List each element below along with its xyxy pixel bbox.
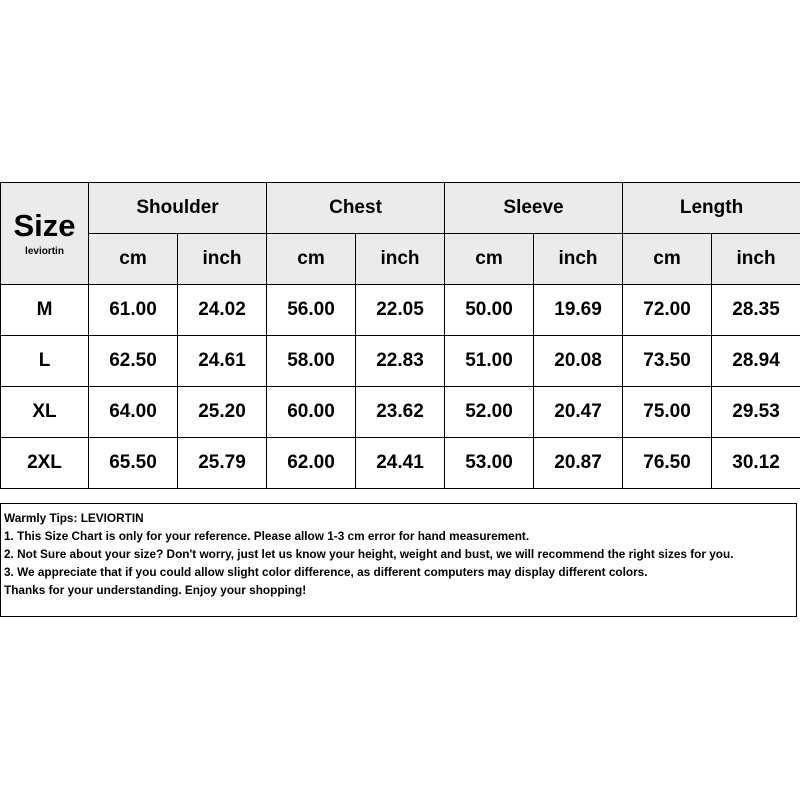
size-cell: 2XL bbox=[1, 438, 89, 489]
value-cell: 25.20 bbox=[178, 387, 267, 438]
value-cell: 62.50 bbox=[89, 336, 178, 387]
value-cell: 24.61 bbox=[178, 336, 267, 387]
brand-label: leviortin bbox=[25, 246, 64, 257]
size-cell: M bbox=[1, 285, 89, 336]
unit-header: cm bbox=[445, 234, 534, 285]
size-label: Size bbox=[13, 208, 76, 243]
value-cell: 64.00 bbox=[89, 387, 178, 438]
size-chart-table bbox=[0, 182, 800, 489]
table-row bbox=[1, 336, 800, 387]
value-cell: 30.12 bbox=[712, 438, 800, 489]
value-cell: 65.50 bbox=[89, 438, 178, 489]
tips-line: 1. This Size Chart is only for your reference. Please allow 1-3 cm error for hand measurement. bbox=[4, 529, 530, 543]
value-cell: 22.05 bbox=[356, 285, 445, 336]
unit-header: cm bbox=[267, 234, 356, 285]
value-cell: 58.00 bbox=[267, 336, 356, 387]
value-cell: 25.79 bbox=[178, 438, 267, 489]
value-cell: 73.50 bbox=[623, 336, 712, 387]
size-cell: XL bbox=[1, 387, 89, 438]
value-cell: 20.47 bbox=[534, 387, 623, 438]
value-cell: 23.62 bbox=[356, 387, 445, 438]
value-cell: 62.00 bbox=[267, 438, 356, 489]
unit-header: inch bbox=[178, 234, 267, 285]
value-cell: 53.00 bbox=[445, 438, 534, 489]
value-cell: 76.50 bbox=[623, 438, 712, 489]
value-cell: 50.00 bbox=[445, 285, 534, 336]
tips-footer: Thanks for your understanding. Enjoy your shopping! bbox=[4, 583, 307, 597]
unit-header: inch bbox=[534, 234, 623, 285]
chest-header: Chest bbox=[267, 183, 445, 234]
value-cell: 61.00 bbox=[89, 285, 178, 336]
size-cell: L bbox=[1, 336, 89, 387]
tips-box bbox=[0, 503, 797, 617]
table-row bbox=[1, 387, 800, 438]
unit-header: inch bbox=[712, 234, 800, 285]
table-row bbox=[1, 285, 800, 336]
value-cell: 24.02 bbox=[178, 285, 267, 336]
value-cell: 28.94 bbox=[712, 336, 800, 387]
value-cell: 60.00 bbox=[267, 387, 356, 438]
value-cell: 56.00 bbox=[267, 285, 356, 336]
value-cell: 72.00 bbox=[623, 285, 712, 336]
shoulder-header: Shoulder bbox=[89, 183, 267, 234]
measurement-header-row bbox=[1, 183, 800, 234]
tips-title: Warmly Tips: LEVIORTIN bbox=[4, 511, 144, 525]
value-cell: 24.41 bbox=[356, 438, 445, 489]
size-header-cell bbox=[1, 183, 89, 285]
sleeve-header: Sleeve bbox=[445, 183, 623, 234]
unit-header: inch bbox=[356, 234, 445, 285]
value-cell: 20.08 bbox=[534, 336, 623, 387]
tips-line: 2. Not Sure about your size? Don't worry, just let us know your height, weight and bust, we will recommend the right sizes for you. bbox=[4, 547, 734, 561]
table-row bbox=[1, 438, 800, 489]
unit-header: cm bbox=[623, 234, 712, 285]
value-cell: 22.83 bbox=[356, 336, 445, 387]
unit-header-row bbox=[1, 234, 800, 285]
value-cell: 75.00 bbox=[623, 387, 712, 438]
value-cell: 28.35 bbox=[712, 285, 800, 336]
tips-line: 3. We appreciate that if you could allow slight color difference, as different computers may display different colors. bbox=[4, 565, 648, 579]
length-header: Length bbox=[623, 183, 800, 234]
value-cell: 19.69 bbox=[534, 285, 623, 336]
value-cell: 20.87 bbox=[534, 438, 623, 489]
unit-header: cm bbox=[89, 234, 178, 285]
value-cell: 52.00 bbox=[445, 387, 534, 438]
value-cell: 29.53 bbox=[712, 387, 800, 438]
value-cell: 51.00 bbox=[445, 336, 534, 387]
